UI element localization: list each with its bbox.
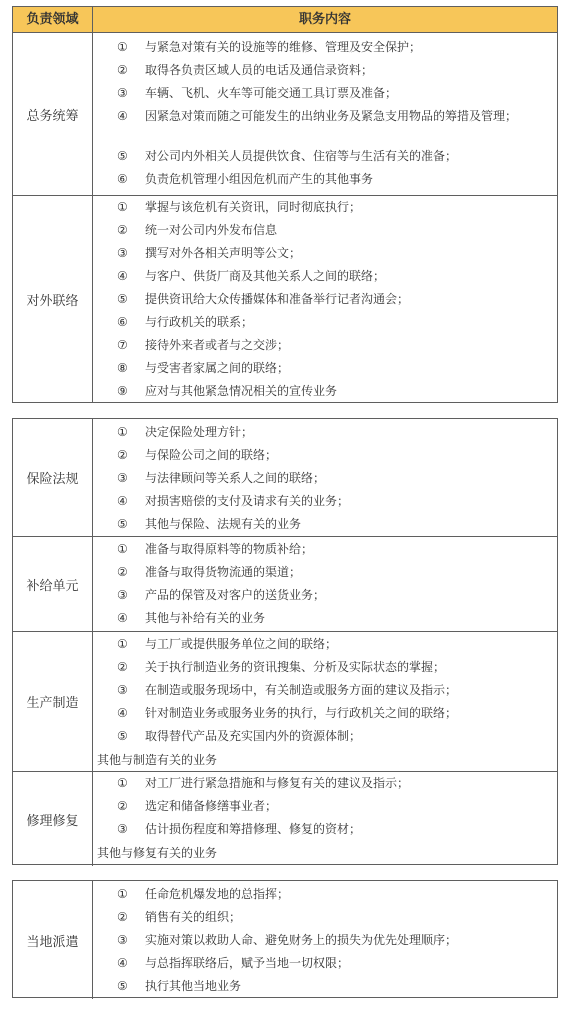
list-item: ① 对工厂进行紧急措施和与修复有关的建议及指示； (117, 776, 410, 790)
table-block-3 (12, 880, 558, 998)
list-item: ④ 对损害赔偿的支付及请求有关的业务； (117, 494, 350, 508)
header-area: 负责领域 (13, 7, 93, 32)
area-label: 修理修复 (13, 772, 93, 866)
list-item: ② 关于执行制造业务的资讯搜集、分析及实际状态的掌握； (117, 660, 446, 674)
table-row (13, 419, 557, 537)
list-item: ③ 车辆、飞机、火车等可能交通工具订票及准备； (117, 86, 398, 100)
area-label: 保险法规 (13, 419, 93, 536)
duty-list (93, 538, 557, 630)
header-content: 职务内容 (298, 12, 351, 27)
table-header (13, 7, 557, 33)
table-row (13, 772, 557, 866)
duty-list (93, 196, 557, 403)
list-item: ① 任命危机爆发地的总指挥； (117, 887, 290, 901)
table-row (13, 537, 557, 632)
list-item: ① 决定保险处理方针； (117, 425, 254, 439)
list-item: ③ 估计损伤程度和筹措修理、修复的资材； (117, 822, 362, 836)
area-label: 总务统筹 (13, 33, 93, 195)
table-row (13, 632, 557, 772)
list-item: ④ 与总指挥联络后，赋予当地一切权限； (117, 956, 350, 970)
list-item: ② 选定和储备修缮事业者； (117, 799, 278, 813)
list-item: ⑤ 提供资讯给大众传播媒体和准备举行记者沟通会； (117, 292, 410, 306)
table-row (13, 33, 557, 196)
table-row (13, 196, 557, 402)
list-item: ③ 在制造或服务现场中，有关制造或服务方面的建议及指示； (117, 683, 458, 697)
list-item: ④ 因紧急对策而随之可能发生的出纳业务及紧急支用物品的筹措及管理； (117, 109, 518, 123)
area-label: 补给单元 (13, 537, 93, 631)
list-item: ③ 产品的保管及对客户的送货业务； (117, 588, 326, 602)
list-item: ⑤ 执行其他当地业务 (117, 979, 242, 993)
list-item: ⑧ 与受害者家属之间的联络； (117, 361, 290, 375)
list-item: ⑤ 对公司内外相关人员提供饮食、住宿等与生活有关的准备； (117, 149, 458, 163)
area-label: 生产制造 (13, 632, 93, 771)
list-item: ⑤ 取得替代产品及充实国内外的资源体制； (117, 729, 362, 743)
list-item: ① 与工厂或提供服务单位之间的联络； (117, 637, 338, 651)
list-item: ① 与紧急对策有关的设施等的维修、管理及安全保护； (117, 40, 422, 54)
list-item: ⑦ 接待外来者或者与之交涉； (117, 338, 290, 352)
list-item: ② 取得各负责区域人员的电话及通信录资料； (117, 63, 374, 77)
area-label: 对外联络 (13, 196, 93, 402)
area-label: 当地派遣 (13, 881, 93, 999)
list-item: ⑨ 应对与其他紧急情况相关的宣传业务 (117, 384, 338, 398)
duty-list (93, 883, 557, 998)
duty-list (93, 36, 557, 191)
duty-list (93, 421, 557, 536)
list-item: ② 销售有关的组织； (117, 910, 242, 924)
duty-list (93, 633, 557, 748)
list-item: ⑤ 其他与保险、法规有关的业务 (117, 517, 302, 531)
list-item: ② 与保险公司之间的联络； (117, 448, 278, 462)
list-item: ① 掌握与该危机有关资讯，同时彻底执行； (117, 200, 362, 214)
duty-list (93, 772, 557, 841)
extra-note: 其他与制造有关的业务 (97, 753, 218, 767)
list-item: ③ 实施对策以救助人命、避免财务上的损失为优先处理顺序； (117, 933, 458, 947)
list-item: ④ 与客户、供货厂商及其他关系人之间的联络； (117, 269, 386, 283)
extra-note: 其他与修复有关的业务 (97, 846, 218, 860)
table-block-2 (12, 418, 558, 865)
list-item: ⑥ 负责危机管理小组因危机而产生的其他事务 (117, 172, 374, 186)
list-item: ② 准备与取得货物流通的渠道； (117, 565, 302, 579)
list-item: ② 统一对公司内外发布信息 (117, 223, 278, 237)
list-item: ④ 针对制造业务或服务业务的执行，与行政机关之间的联络； (117, 706, 458, 720)
list-item: ③ 与法律顾问等关系人之间的联络； (117, 471, 326, 485)
table-row (13, 881, 557, 999)
list-item: ④ 其他与补给有关的业务 (117, 611, 266, 625)
table-block-1 (12, 6, 558, 403)
list-item: ③ 撰写对外各相关声明等公文； (117, 246, 302, 260)
list-item: ⑥ 与行政机关的联系； (117, 315, 254, 329)
list-item: ① 准备与取得原料等的物质补给； (117, 542, 314, 556)
